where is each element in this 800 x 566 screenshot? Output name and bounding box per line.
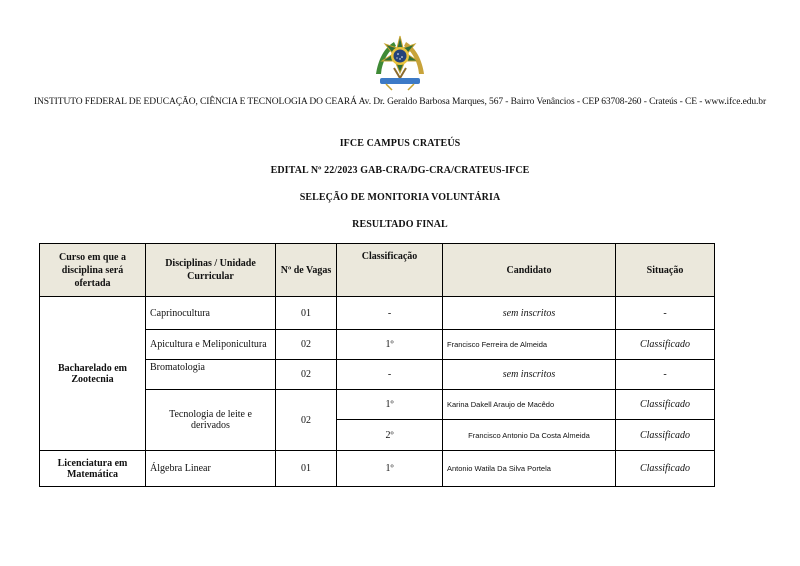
discipline-cell: Bromatologia (146, 360, 276, 390)
header-vacancies: Nº de Vagas (276, 244, 337, 297)
table-header-row (40, 244, 715, 297)
status-cell: - (616, 297, 715, 330)
vacancies-cell: 02 (276, 330, 337, 360)
vacancies-cell: 01 (276, 297, 337, 330)
course-zootecnia: Bacharelado em Zootecnia (40, 297, 146, 451)
header-classification: Classificação (337, 244, 443, 297)
status-cell: Classificado (616, 451, 715, 487)
candidate-cell: Francisco Antonio Da Costa Almeida (443, 420, 616, 451)
classification-cell: 1º (337, 390, 443, 420)
classification-cell: - (337, 297, 443, 330)
vacancies-cell: 02 (276, 360, 337, 390)
classification-cell: 2º (337, 420, 443, 451)
header-course: Curso em que a disciplina será ofertada (40, 244, 146, 297)
candidate-cell (443, 297, 616, 330)
edital-title: EDITAL Nº 22/2023 GAB-CRA/DG-CRA/CRATEUS-IFCE (270, 165, 530, 176)
status-cell: - (616, 360, 715, 390)
discipline-cell: Álgebra Linear (146, 451, 276, 487)
classification-cell: 1º (337, 330, 443, 360)
header-status: Situação (616, 244, 715, 297)
discipline-cell: Caprinocultura (146, 297, 276, 330)
selection-title: SELEÇÃO DE MONITORIA VOLUNTÁRIA (299, 192, 501, 203)
classification-cell: 1º (337, 451, 443, 487)
vacancies-cell: 02 (276, 390, 337, 451)
no-candidates-text: sem inscritos (502, 307, 556, 319)
campus-title: IFCE CAMPUS CRATEÚS (339, 138, 461, 149)
no-candidates-text: sem inscritos (502, 369, 556, 380)
brazil-coat-of-arms-emblem (372, 34, 428, 92)
table-row (40, 451, 715, 487)
result-title: RESULTADO FINAL (352, 219, 448, 230)
institution-address: INSTITUTO FEDERAL DE EDUCAÇÃO, CIÊNCIA E TECNOLOGIA DO CEARÁ Av. Dr. Geraldo Barbosa Marques, 567 - Bairro Venâncios - CEP 63708-260 - Crateús - CE - www.ifce.edu.br (33, 97, 767, 107)
status-cell: Classificado (616, 330, 715, 360)
status-cell: Classificado (616, 420, 715, 451)
header-discipline: Disciplinas / Unidade Curricular (146, 244, 276, 297)
results-table (39, 243, 715, 487)
discipline-cell: Tecnologia de leite e derivados (146, 390, 276, 451)
discipline-cell: Apicultura e Meliponicultura (146, 330, 276, 360)
candidate-cell: Francisco Ferreira de Almeida (443, 330, 616, 360)
candidate-cell: Karina Dakell Araujo de Macêdo (443, 390, 616, 420)
candidate-cell: Antonio Watila Da Silva Portela (443, 451, 616, 487)
classification-cell: - (337, 360, 443, 390)
vacancies-cell: 01 (276, 451, 337, 487)
header-candidate: Candidato (443, 244, 616, 297)
table-row (40, 297, 715, 330)
candidate-cell (443, 360, 616, 390)
status-cell: Classificado (616, 390, 715, 420)
course-matematica: Licenciatura em Matemática (40, 451, 146, 487)
